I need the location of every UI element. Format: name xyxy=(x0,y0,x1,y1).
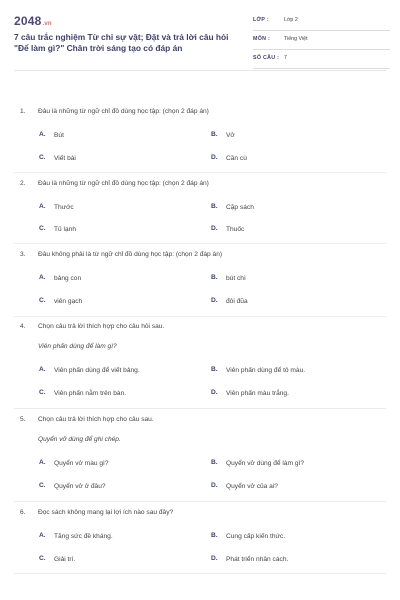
header-divider xyxy=(14,70,386,71)
meta-label: MÔN : xyxy=(253,36,271,42)
question-5-prompt: Quyển vở dùng để ghi chép. xyxy=(38,436,121,443)
question-divider xyxy=(14,243,386,244)
question-divider xyxy=(14,501,386,502)
question-4-prompt: Viên phấn dùng để làm gì? xyxy=(38,343,117,350)
meta-value: Tiếng Việt xyxy=(284,36,308,42)
question-divider xyxy=(14,172,386,173)
meta-subject xyxy=(253,33,390,50)
meta-value: Lớp 2 xyxy=(284,17,298,23)
meta-label: SỐ CÂU : xyxy=(253,55,280,61)
question-1-text: 1. Đâu là những từ ngữ chỉ đồ dùng học tập: (chọn 2 đáp án) xyxy=(20,108,209,115)
meta-question-count xyxy=(253,52,390,69)
site-logo[interactable]: 2048.vn xyxy=(14,14,52,28)
meta-value: 7 xyxy=(284,55,287,61)
question-4-text: 4. Chọn câu trả lời thích hợp cho câu hỏi sau. xyxy=(20,323,165,330)
question-2-text: 2. Đâu là những từ ngữ chỉ đồ dùng học tập: (chọn 2 đáp án) xyxy=(20,180,209,187)
document-title: 7 câu trắc nghiệm Từ chỉ sự vật; Đặt và trả lời câu hỏi "Để làm gì?" Chân trời sáng tạo có đáp án xyxy=(14,32,229,53)
meta-grade xyxy=(253,14,390,31)
meta-label: LỚP : xyxy=(253,17,269,23)
question-5-text: 5. Chọn câu trả lời thích hợp cho câu sau. xyxy=(20,416,154,423)
question-divider xyxy=(14,408,386,409)
question-6-text: 6. Đọc sách không mang lại lợi ích nào sau đây? xyxy=(20,509,174,516)
question-3-text: 3. Đâu không phải là từ ngữ chỉ đồ dùng học tập: (chọn 2 đáp án) xyxy=(20,251,223,258)
document-header xyxy=(0,0,400,68)
question-divider xyxy=(14,316,386,317)
document-meta xyxy=(253,14,390,71)
question-divider xyxy=(14,573,386,574)
